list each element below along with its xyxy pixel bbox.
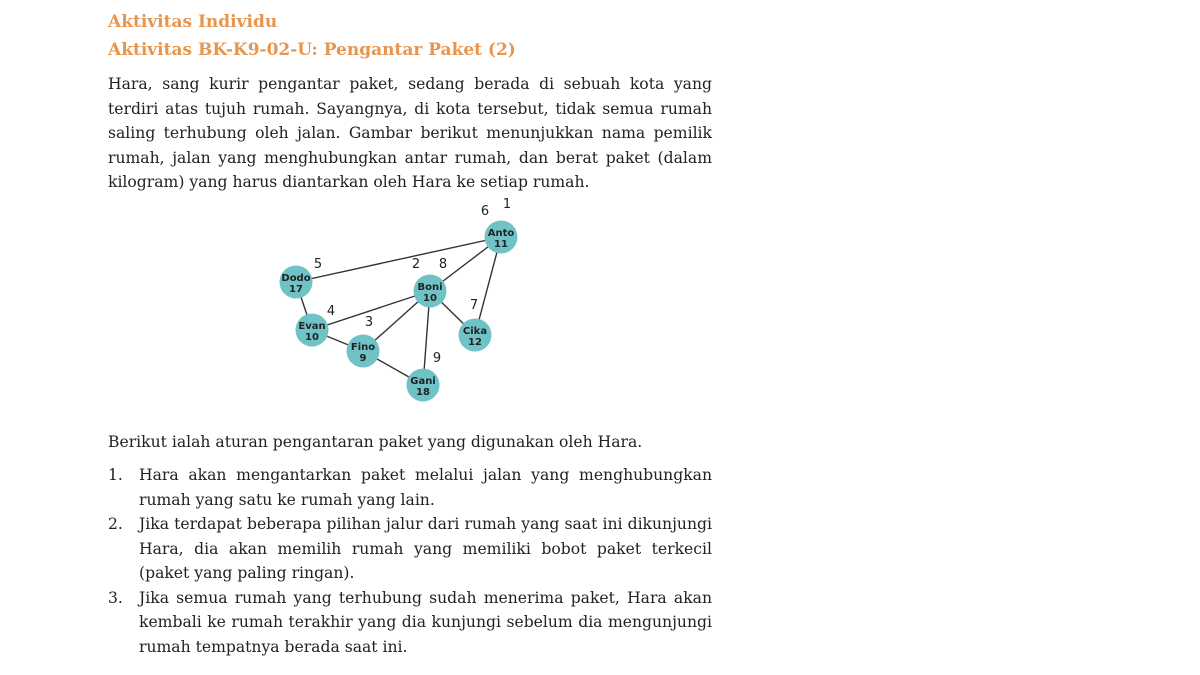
rule-item bbox=[108, 586, 712, 660]
node-dodo bbox=[280, 266, 313, 299]
rule-item bbox=[108, 463, 712, 512]
diagram-number-label: 7 bbox=[469, 298, 479, 313]
node-weight-label: 17 bbox=[289, 284, 303, 295]
section-heading: Aktivitas Individu bbox=[108, 12, 278, 32]
node-boni bbox=[414, 275, 447, 308]
rule-number: 2. bbox=[108, 515, 123, 533]
rules-list bbox=[108, 463, 712, 659]
rule-number: 1. bbox=[108, 466, 123, 484]
node-name-label: Dodo bbox=[281, 273, 311, 284]
node-name-label: Evan bbox=[298, 321, 326, 332]
node-weight-label: 12 bbox=[468, 337, 482, 348]
edge-dodo-anto bbox=[296, 237, 501, 282]
diagram-number-label: 1 bbox=[502, 197, 512, 212]
rule-number: 3. bbox=[108, 588, 123, 607]
rule-text: Jika terdapat beberapa pilihan jalur dari rumah yang saat ini dikunjungi Hara, dia akan memilih rumah yang memiliki bobot paket terkecil (paket yang paling ringan). bbox=[139, 515, 712, 582]
diagram-number-label: 2 bbox=[411, 257, 421, 272]
rule-text: Jika semua rumah yang terhubung sudah menerima paket, Hara akan kembali ke rumah terakhir yang dia kunjungi sebelum dia mengunjungi rumah tempatnya berada saat ini. bbox=[139, 588, 712, 656]
node-gani bbox=[407, 369, 440, 402]
node-name-label: Boni bbox=[417, 282, 443, 293]
node-name-label: Anto bbox=[487, 228, 515, 239]
intro-paragraph: Hara, sang kurir pengantar paket, sedang berada di sebuah kota yang terdiri atas tujuh rumah. Sayangnya, di kota tersebut, tidak semua rumah saling terhubung oleh jalan. Gambar berikut menunjukkan nama pemilik rumah, jalan yang menghubungkan antar rumah, dan berat paket (dalam kilogram) yang harus diantarkan oleh Hara ke setiap rumah. bbox=[108, 75, 712, 191]
diagram-number-label: 9 bbox=[432, 351, 442, 366]
node-name-label: Gani bbox=[410, 376, 436, 387]
node-fino bbox=[347, 335, 380, 368]
rule-text: Hara akan mengantarkan paket melalui jalan yang menghubungkan rumah yang satu ke rumah yang lain. bbox=[139, 466, 712, 509]
diagram-number-label: 4 bbox=[326, 304, 336, 319]
node-weight-label: 10 bbox=[423, 293, 437, 304]
node-weight-label: 18 bbox=[416, 387, 430, 398]
node-evan bbox=[296, 314, 329, 347]
node-name-label: Cika bbox=[462, 326, 488, 337]
diagram-number-label: 8 bbox=[438, 257, 448, 272]
diagram-number-label: 3 bbox=[364, 315, 374, 330]
node-weight-label: 10 bbox=[305, 332, 319, 343]
rules-intro: Berikut ialah aturan pengantaran paket yang digunakan oleh Hara. bbox=[108, 433, 643, 451]
diagram-number-label: 6 bbox=[480, 204, 490, 219]
activity-title: Aktivitas BK-K9-02-U: Pengantar Paket (2) bbox=[108, 40, 516, 60]
node-name-label: Fino bbox=[350, 342, 376, 353]
rule-item bbox=[108, 512, 712, 586]
node-cika bbox=[459, 319, 492, 352]
node-weight-label: 11 bbox=[494, 239, 508, 250]
node-anto bbox=[485, 221, 518, 254]
diagram-number-label: 5 bbox=[313, 257, 323, 272]
node-weight-label: 9 bbox=[359, 353, 367, 364]
